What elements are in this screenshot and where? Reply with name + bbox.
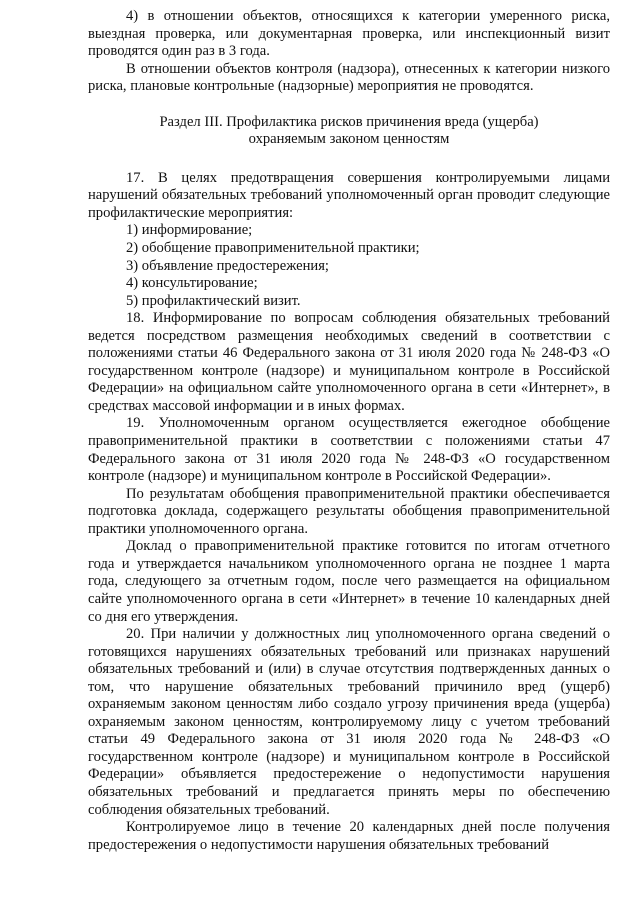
paragraph-item-19-result: По результатам обобщения правоприменительной практики обеспечивается подготовка доклада, содержащего результаты обобщения правоприменительной практики уполномоченного органа. [88, 485, 610, 537]
paragraph-item-18: 18. Информирование по вопросам соблюдения обязательных требований ведется посредством размещения необходимых сведений в соответствии с положениями статьи 46 Федерального закона от 31 июля 2020 года № 248-ФЗ «О государственном контроле (надзоре) и муниципальном контроле в Российской Федерации» на официальном сайте уполномоченного органа в сети «Интернет», в средствах массовой информации и в иных формах. [88, 310, 610, 414]
list-item: 5) профилактический визит. [126, 292, 301, 309]
paragraph-item-19: 19. Уполномоченным органом осуществляется ежегодное обобщение правоприменительной практики в соответствии с положениями статьи 47 Федерального закона от 31 июля 2020 года № 248-ФЗ «О государственном контроле (надзоре) и муниципальном контроле в Российской Федерации». [88, 415, 610, 485]
paragraph-item-20-tail: Контролируемое лицо в течение 20 календарных дней после получения предостережения о недопустимости нарушения обязательных требований [88, 819, 610, 853]
measures-list [88, 222, 610, 310]
list-item: 2) обобщение правоприменительной практики; [126, 240, 420, 257]
paragraph-item-20: 20. При наличии у должностных лиц уполномоченного органа сведений о готовящихся нарушениях обязательных требований или признаках нарушений обязательных требований и (или) в случае отсутствия подтвержденных данных о том, что нарушение обязательных требований причинило вред (ущерб) охраняемым законом ценностям либо создало угрозу причинения вреда (ущерба) охраняемым законом ценностям, контролируемому лицу с учетом требований статьи 49 Федерального закона от 31 июля 2020 года № 248-ФЗ «О государственном контроле (надзоре) и муниципальном контроле в Российской Федерации» объявляется предостережение о недопустимости нарушения обязательных требований и предлагается принять меры по обеспечению соблюдения обязательных требований. [88, 626, 610, 818]
list-item: 1) информирование; [126, 222, 253, 239]
paragraph-item-19-report: Доклад о правоприменительной практике готовится по итогам отчетного года и утверждается начальником уполномоченного органа не позднее 1 марта года, следующего за отчетным годом, после чего размещается на официальном сайте уполномоченного органа в сети «Интернет» в течение 10 календарных дней со дня его утверждения. [88, 538, 610, 625]
section-heading-line-2: охраняемым законом ценностям [248, 131, 450, 148]
paragraph-item-17: 17. В целях предотвращения совершения контролируемыми лицами нарушений обязательных требований уполномоченный орган проводит следующие профилактические мероприятия: [88, 169, 610, 221]
section-heading-line-1: Раздел III. Профилактика рисков причинения вреда (ущерба) [159, 113, 539, 130]
spacer [88, 96, 610, 114]
section-heading [88, 114, 610, 149]
document-page [88, 8, 610, 854]
list-item: 3) объявление предостережения; [126, 257, 329, 274]
paragraph-low-risk: В отношении объектов контроля (надзора), отнесенных к категории низкого риска, плановые контрольные (надзорные) мероприятия не проводятся. [88, 60, 610, 95]
spacer [88, 149, 610, 170]
list-item: 4) консультирование; [126, 275, 258, 292]
paragraph-moderate-risk: 4) в отношении объектов, относящихся к категории умеренного риска, выездная проверка, или документарная проверка, или инспекционный визит проводятся один раз в 3 года. [88, 8, 610, 60]
